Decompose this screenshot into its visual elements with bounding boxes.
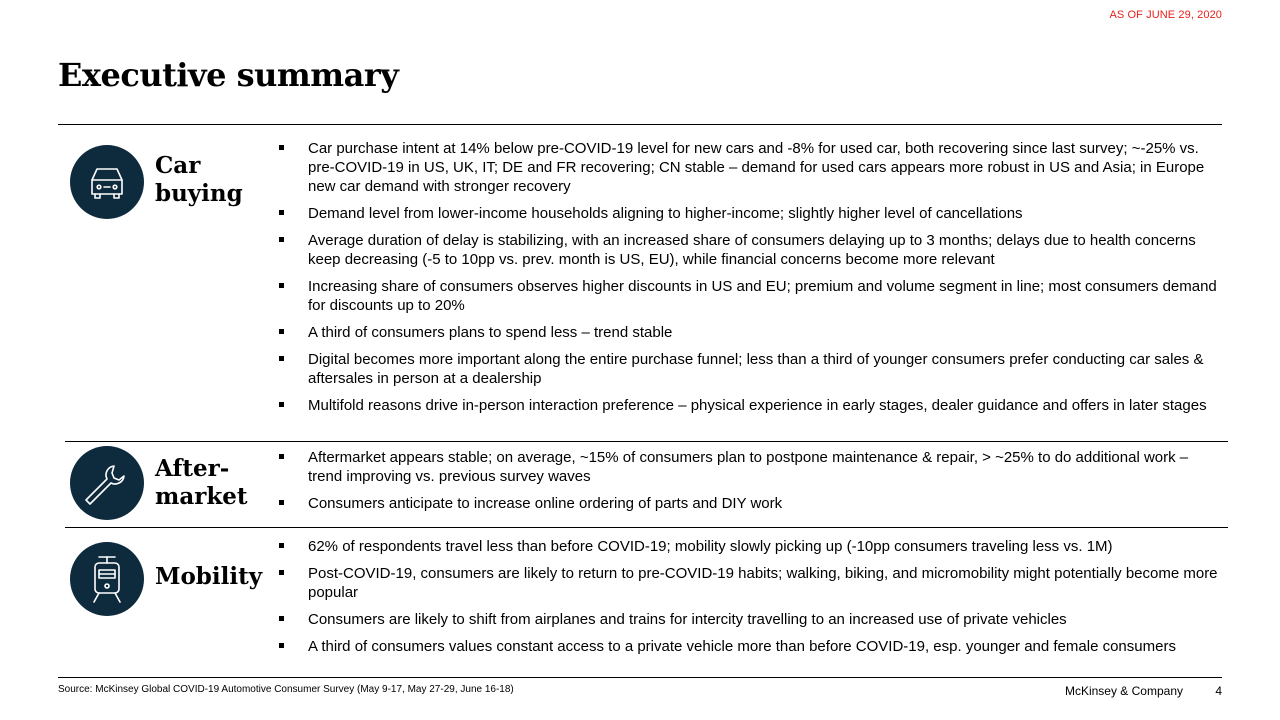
list-item: Multifold reasons drive in-person interaction preference – physical experience in early stages, dealer guidance and offers in later stages	[278, 396, 1222, 415]
wrench-icon	[70, 446, 144, 520]
list-item: Demand level from lower-income households aligning to higher-income; slightly higher level of cancellations	[278, 204, 1222, 223]
date-stamp: AS OF JUNE 29, 2020	[1109, 9, 1222, 21]
mobility-bullets	[278, 537, 1222, 664]
footer-source: Source: McKinsey Global COVID-19 Automotive Consumer Survey (May 9-17, May 27-29, June 16-18)	[58, 684, 514, 695]
section-divider	[65, 527, 1228, 528]
list-item: Car purchase intent at 14% below pre-COVID-19 level for new cars and -8% for used car, both recovering since last survey; ~-25% vs. pre-COVID-19 in US, UK, IT; DE and FR recovering; CN stable – demand for used cars appears more robust in US and Asia; in Europe new car demand with stronger recovery	[278, 139, 1222, 196]
list-item: Average duration of delay is stabilizing, with an increased share of consumers delaying up to 3 months; delays due to health concerns keep decreasing (-5 to 10pp vs. prev. month is US, EU), while financial concerns become more relevant	[278, 231, 1222, 269]
footer-brand: McKinsey & Company	[1064, 684, 1183, 698]
title-divider	[58, 124, 1222, 125]
footer-divider	[58, 677, 1222, 678]
car-buying-bullets	[278, 139, 1222, 423]
car-icon	[70, 145, 144, 219]
list-item: Increasing share of consumers observes higher discounts in US and EU; premium and volume segment in line; most consumers demand for discounts up to 20%	[278, 277, 1222, 315]
list-item: Consumers anticipate to increase online ordering of parts and DIY work	[278, 494, 1222, 513]
list-item: Post-COVID-19, consumers are likely to return to pre-COVID-19 habits; walking, biking, and micromobility might potentially become more popular	[278, 564, 1222, 602]
section-label-car-buying: Car buying	[155, 152, 243, 207]
aftermarket-bullets	[278, 448, 1222, 521]
list-item: Digital becomes more important along the entire purchase funnel; less than a third of younger consumers prefer conducting car sales & aftersales in person at a dealership	[278, 350, 1222, 388]
section-divider	[65, 441, 1228, 442]
section-label-aftermarket: After- market	[155, 455, 248, 510]
list-item: Aftermarket appears stable; on average, ~15% of consumers plan to postpone maintenance & repair, > ~25% to do additional work – trend improving vs. previous survey waves	[278, 448, 1222, 486]
list-item: A third of consumers plans to spend less – trend stable	[278, 323, 1222, 342]
page-title: Executive summary	[58, 56, 399, 94]
list-item: Consumers are likely to shift from airplanes and trains for intercity travelling to an increased use of private vehicles	[278, 610, 1222, 629]
list-item: 62% of respondents travel less than before COVID-19; mobility slowly picking up (-10pp consumers traveling less vs. 1M)	[278, 537, 1222, 556]
page-number: 4	[1215, 684, 1222, 698]
tram-icon	[70, 542, 144, 616]
list-item: A third of consumers values constant access to a private vehicle more than before COVID-19, esp. younger and female consumers	[278, 637, 1222, 656]
section-label-mobility: Mobility	[155, 563, 263, 590]
